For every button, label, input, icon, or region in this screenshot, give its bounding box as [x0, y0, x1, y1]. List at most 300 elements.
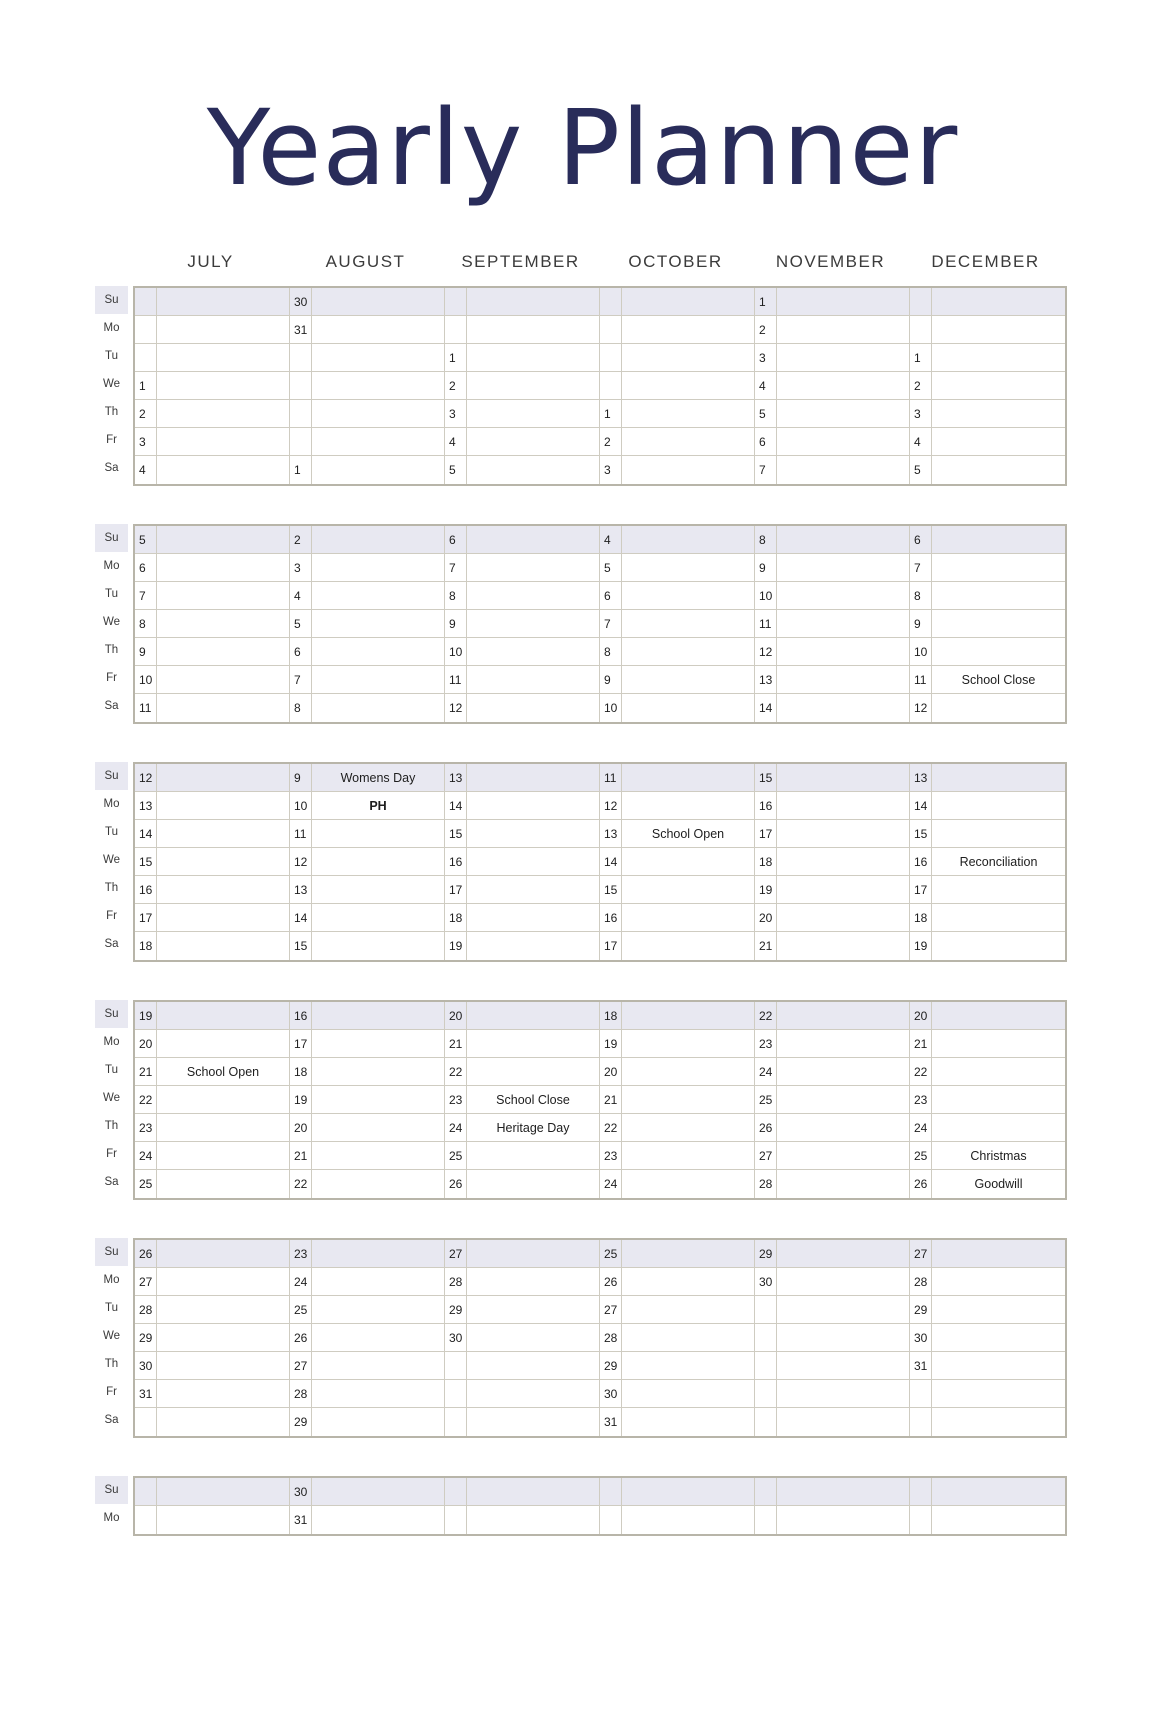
note-cell — [777, 638, 910, 666]
date-cell — [445, 1506, 467, 1534]
date-cell: 28 — [600, 1324, 622, 1352]
event-cell: PH — [312, 792, 445, 820]
note-cell — [622, 1142, 755, 1170]
date-cell: 30 — [445, 1324, 467, 1352]
note-cell — [622, 288, 755, 316]
note-cell — [622, 1002, 755, 1030]
note-cell — [467, 694, 600, 722]
note-cell — [932, 372, 1065, 400]
calendar-grid — [95, 286, 1165, 1536]
note-cell — [622, 1114, 755, 1142]
date-cell: 8 — [910, 582, 932, 610]
note-cell — [622, 1170, 755, 1198]
date-cell: 30 — [135, 1352, 157, 1380]
date-cell: 20 — [755, 904, 777, 932]
date-cell: 21 — [290, 1142, 312, 1170]
note-cell — [312, 1240, 445, 1268]
week-block — [95, 762, 1165, 962]
day-label-tu: Tu — [105, 588, 118, 601]
note-cell — [622, 1352, 755, 1380]
week-block — [95, 1000, 1165, 1200]
note-cell — [157, 876, 290, 904]
note-cell — [622, 344, 755, 372]
date-cell: 22 — [755, 1002, 777, 1030]
date-cell: 29 — [600, 1352, 622, 1380]
date-cell — [910, 288, 932, 316]
date-cell — [290, 344, 312, 372]
note-cell — [467, 1408, 600, 1436]
note-cell — [932, 694, 1065, 722]
date-cell — [755, 1380, 777, 1408]
day-label-sa: Sa — [104, 700, 119, 713]
date-cell — [600, 372, 622, 400]
date-cell: 28 — [755, 1170, 777, 1198]
note-cell — [467, 1352, 600, 1380]
date-cell: 11 — [910, 666, 932, 694]
note-cell — [467, 820, 600, 848]
date-cell: 21 — [445, 1030, 467, 1058]
date-cell: 19 — [290, 1086, 312, 1114]
date-cell: 8 — [445, 582, 467, 610]
date-cell: 15 — [600, 876, 622, 904]
day-label-tu: Tu — [105, 1064, 118, 1077]
date-cell: 6 — [135, 554, 157, 582]
date-cell: 18 — [600, 1002, 622, 1030]
date-cell: 15 — [135, 848, 157, 876]
note-cell — [312, 1296, 445, 1324]
date-cell: 19 — [755, 876, 777, 904]
note-cell — [932, 456, 1065, 484]
date-cell: 17 — [755, 820, 777, 848]
note-cell — [777, 666, 910, 694]
date-cell: 16 — [600, 904, 622, 932]
date-cell — [445, 316, 467, 344]
day-label-we: We — [102, 854, 121, 867]
date-cell: 7 — [445, 554, 467, 582]
date-cell: 18 — [445, 904, 467, 932]
note-cell — [932, 1324, 1065, 1352]
date-cell: 26 — [910, 1170, 932, 1198]
date-cell: 22 — [910, 1058, 932, 1086]
note-cell — [467, 1296, 600, 1324]
day-label-fr: Fr — [106, 1148, 117, 1161]
note-cell — [777, 1506, 910, 1534]
note-cell — [622, 582, 755, 610]
note-cell — [777, 554, 910, 582]
note-cell — [312, 526, 445, 554]
note-cell — [777, 1324, 910, 1352]
date-cell: 13 — [290, 876, 312, 904]
date-cell: 7 — [755, 456, 777, 484]
date-cell: 13 — [445, 764, 467, 792]
day-label-sa: Sa — [104, 938, 119, 951]
date-cell: 4 — [910, 428, 932, 456]
note-cell — [932, 1030, 1065, 1058]
day-label-fr: Fr — [106, 672, 117, 685]
date-cell: 28 — [910, 1268, 932, 1296]
date-cell: 20 — [135, 1030, 157, 1058]
day-label-th: Th — [104, 644, 119, 657]
note-cell — [467, 792, 600, 820]
date-cell: 24 — [445, 1114, 467, 1142]
week-grid — [133, 524, 1067, 724]
date-cell: 19 — [135, 1002, 157, 1030]
date-cell: 17 — [910, 876, 932, 904]
date-cell: 25 — [600, 1240, 622, 1268]
note-cell — [932, 400, 1065, 428]
date-cell: 25 — [290, 1296, 312, 1324]
date-cell: 25 — [910, 1142, 932, 1170]
note-cell — [467, 610, 600, 638]
note-cell — [312, 904, 445, 932]
note-cell — [932, 1268, 1065, 1296]
note-cell — [622, 1240, 755, 1268]
date-cell: 26 — [445, 1170, 467, 1198]
note-cell — [777, 456, 910, 484]
note-cell — [622, 1058, 755, 1086]
date-cell — [600, 288, 622, 316]
note-cell — [777, 610, 910, 638]
note-cell — [622, 554, 755, 582]
note-cell — [157, 288, 290, 316]
date-cell — [135, 288, 157, 316]
date-cell: 24 — [910, 1114, 932, 1142]
note-cell — [312, 344, 445, 372]
date-cell: 8 — [600, 638, 622, 666]
note-cell — [467, 344, 600, 372]
note-cell — [157, 316, 290, 344]
day-label-we: We — [102, 616, 121, 629]
note-cell — [932, 904, 1065, 932]
week-grid — [133, 286, 1067, 486]
note-cell — [932, 932, 1065, 960]
day-label-mo: Mo — [103, 798, 120, 811]
date-cell: 15 — [755, 764, 777, 792]
note-cell — [932, 1002, 1065, 1030]
note-cell — [467, 288, 600, 316]
date-cell: 27 — [755, 1142, 777, 1170]
note-cell — [312, 1058, 445, 1086]
date-cell: 3 — [755, 344, 777, 372]
date-cell: 28 — [445, 1268, 467, 1296]
date-cell: 26 — [600, 1268, 622, 1296]
date-cell: 23 — [755, 1030, 777, 1058]
day-label-th: Th — [104, 882, 119, 895]
month-header-november: NOVEMBER — [775, 252, 886, 272]
date-cell — [135, 1506, 157, 1534]
date-cell: 21 — [755, 932, 777, 960]
note-cell — [312, 1114, 445, 1142]
event-cell: Heritage Day — [467, 1114, 600, 1142]
day-label-su: Su — [95, 524, 128, 552]
note-cell — [157, 792, 290, 820]
note-cell — [467, 932, 600, 960]
day-label-th: Th — [104, 1120, 119, 1133]
week-block — [95, 1238, 1165, 1438]
day-label-fr: Fr — [106, 1386, 117, 1399]
date-cell: 19 — [445, 932, 467, 960]
date-cell: 26 — [290, 1324, 312, 1352]
note-cell — [932, 1086, 1065, 1114]
note-cell — [622, 526, 755, 554]
note-cell — [157, 848, 290, 876]
date-cell: 22 — [600, 1114, 622, 1142]
date-cell — [290, 372, 312, 400]
date-cell: 29 — [290, 1408, 312, 1436]
note-cell — [312, 582, 445, 610]
note-cell — [157, 554, 290, 582]
week-grid — [133, 762, 1067, 962]
date-cell: 22 — [290, 1170, 312, 1198]
date-cell: 22 — [135, 1086, 157, 1114]
date-cell: 5 — [600, 554, 622, 582]
note-cell — [932, 1408, 1065, 1436]
page-title: Yearly Planner — [206, 87, 959, 209]
date-cell: 6 — [910, 526, 932, 554]
date-cell — [910, 1380, 932, 1408]
date-cell: 9 — [290, 764, 312, 792]
date-cell — [135, 344, 157, 372]
event-cell: Womens Day — [312, 764, 445, 792]
date-cell — [755, 1296, 777, 1324]
day-label-column — [95, 286, 128, 486]
date-cell: 5 — [135, 526, 157, 554]
date-cell: 14 — [290, 904, 312, 932]
note-cell — [622, 876, 755, 904]
date-cell: 16 — [755, 792, 777, 820]
note-cell — [157, 1478, 290, 1506]
note-cell — [467, 1002, 600, 1030]
note-cell — [622, 694, 755, 722]
date-cell: 17 — [445, 876, 467, 904]
note-cell — [932, 1352, 1065, 1380]
date-cell: 6 — [445, 526, 467, 554]
date-cell — [445, 1352, 467, 1380]
date-cell: 26 — [135, 1240, 157, 1268]
note-cell — [622, 666, 755, 694]
date-cell: 13 — [910, 764, 932, 792]
note-cell — [312, 1142, 445, 1170]
day-label-su: Su — [95, 1476, 128, 1504]
date-cell: 18 — [290, 1058, 312, 1086]
note-cell — [312, 638, 445, 666]
date-cell: 29 — [135, 1324, 157, 1352]
note-cell — [157, 582, 290, 610]
date-cell: 3 — [445, 400, 467, 428]
note-cell — [467, 638, 600, 666]
note-cell — [157, 932, 290, 960]
date-cell: 1 — [910, 344, 932, 372]
date-cell: 21 — [600, 1086, 622, 1114]
date-cell: 23 — [135, 1114, 157, 1142]
note-cell — [157, 1114, 290, 1142]
note-cell — [157, 526, 290, 554]
date-cell: 2 — [445, 372, 467, 400]
date-cell: 18 — [910, 904, 932, 932]
note-cell — [157, 1170, 290, 1198]
day-label-mo: Mo — [103, 1036, 120, 1049]
date-cell: 9 — [600, 666, 622, 694]
note-cell — [467, 1324, 600, 1352]
date-cell: 2 — [600, 428, 622, 456]
day-label-sa: Sa — [104, 1414, 119, 1427]
note-cell — [312, 554, 445, 582]
date-cell: 6 — [290, 638, 312, 666]
date-cell: 21 — [910, 1030, 932, 1058]
note-cell — [622, 848, 755, 876]
month-header-october: OCTOBER — [628, 252, 723, 272]
day-label-column — [95, 1000, 128, 1200]
note-cell — [932, 764, 1065, 792]
note-cell — [312, 876, 445, 904]
date-cell: 10 — [290, 792, 312, 820]
date-cell: 15 — [290, 932, 312, 960]
note-cell — [157, 666, 290, 694]
date-cell — [135, 1478, 157, 1506]
date-cell: 7 — [135, 582, 157, 610]
note-cell — [467, 666, 600, 694]
date-cell: 27 — [135, 1268, 157, 1296]
note-cell — [622, 456, 755, 484]
note-cell — [157, 610, 290, 638]
date-cell: 2 — [755, 316, 777, 344]
note-cell — [157, 372, 290, 400]
note-cell — [622, 610, 755, 638]
date-cell: 29 — [445, 1296, 467, 1324]
note-cell — [312, 610, 445, 638]
note-cell — [312, 1380, 445, 1408]
note-cell — [157, 764, 290, 792]
note-cell — [467, 582, 600, 610]
date-cell: 9 — [445, 610, 467, 638]
day-label-column — [95, 524, 128, 724]
date-cell — [600, 1506, 622, 1534]
event-cell: School Close — [467, 1086, 600, 1114]
note-cell — [622, 904, 755, 932]
date-cell — [910, 1506, 932, 1534]
note-cell — [777, 582, 910, 610]
date-cell: 7 — [290, 666, 312, 694]
date-cell: 20 — [445, 1002, 467, 1030]
date-cell: 29 — [755, 1240, 777, 1268]
note-cell — [157, 820, 290, 848]
note-cell — [932, 1380, 1065, 1408]
date-cell: 1 — [135, 372, 157, 400]
date-cell: 30 — [290, 288, 312, 316]
note-cell — [312, 1478, 445, 1506]
note-cell — [157, 1030, 290, 1058]
note-cell — [467, 400, 600, 428]
month-header-september: SEPTEMBER — [461, 252, 580, 272]
note-cell — [777, 820, 910, 848]
note-cell — [312, 820, 445, 848]
date-cell — [755, 1408, 777, 1436]
note-cell — [312, 1170, 445, 1198]
day-label-mo: Mo — [103, 1274, 120, 1287]
note-cell — [622, 932, 755, 960]
event-cell: School Close — [932, 666, 1065, 694]
note-cell — [622, 1506, 755, 1534]
note-cell — [312, 456, 445, 484]
note-cell — [622, 638, 755, 666]
note-cell — [932, 344, 1065, 372]
day-label-th: Th — [104, 406, 119, 419]
note-cell — [157, 1086, 290, 1114]
date-cell: 14 — [910, 792, 932, 820]
day-label-mo: Mo — [103, 560, 120, 573]
day-label-tu: Tu — [105, 350, 118, 363]
date-cell: 10 — [755, 582, 777, 610]
day-label-tu: Tu — [105, 826, 118, 839]
note-cell — [312, 428, 445, 456]
note-cell — [157, 1352, 290, 1380]
note-cell — [157, 638, 290, 666]
date-cell: 3 — [135, 428, 157, 456]
date-cell: 2 — [290, 526, 312, 554]
date-cell — [755, 1478, 777, 1506]
note-cell — [467, 1058, 600, 1086]
note-cell — [467, 1478, 600, 1506]
note-cell — [777, 792, 910, 820]
date-cell: 22 — [445, 1058, 467, 1086]
event-cell: Christmas — [932, 1142, 1065, 1170]
date-cell: 30 — [755, 1268, 777, 1296]
day-label-we: We — [102, 378, 121, 391]
date-cell: 5 — [290, 610, 312, 638]
date-cell — [755, 1324, 777, 1352]
day-label-fr: Fr — [106, 434, 117, 447]
note-cell — [777, 1408, 910, 1436]
note-cell — [467, 554, 600, 582]
date-cell: 27 — [910, 1240, 932, 1268]
note-cell — [467, 1268, 600, 1296]
date-cell: 5 — [755, 400, 777, 428]
note-cell — [622, 1478, 755, 1506]
date-cell: 12 — [445, 694, 467, 722]
date-cell — [600, 344, 622, 372]
date-cell: 27 — [290, 1352, 312, 1380]
note-cell — [467, 428, 600, 456]
date-cell: 29 — [910, 1296, 932, 1324]
date-cell: 4 — [445, 428, 467, 456]
date-cell — [445, 1380, 467, 1408]
date-cell: 12 — [135, 764, 157, 792]
note-cell — [777, 1380, 910, 1408]
date-cell: 15 — [910, 820, 932, 848]
note-cell — [777, 288, 910, 316]
note-cell — [932, 1114, 1065, 1142]
note-cell — [622, 1086, 755, 1114]
note-cell — [777, 1296, 910, 1324]
date-cell — [445, 288, 467, 316]
date-cell: 14 — [135, 820, 157, 848]
note-cell — [312, 1086, 445, 1114]
date-cell: 24 — [135, 1142, 157, 1170]
date-cell: 24 — [290, 1268, 312, 1296]
date-cell: 31 — [290, 316, 312, 344]
date-cell: 20 — [910, 1002, 932, 1030]
date-cell: 28 — [135, 1296, 157, 1324]
day-label-fr: Fr — [106, 910, 117, 923]
note-cell — [777, 694, 910, 722]
date-cell: 23 — [910, 1086, 932, 1114]
day-label-tu: Tu — [105, 1302, 118, 1315]
date-cell: 16 — [135, 876, 157, 904]
note-cell — [467, 904, 600, 932]
note-cell — [157, 456, 290, 484]
week-block — [95, 286, 1165, 486]
note-cell — [622, 792, 755, 820]
